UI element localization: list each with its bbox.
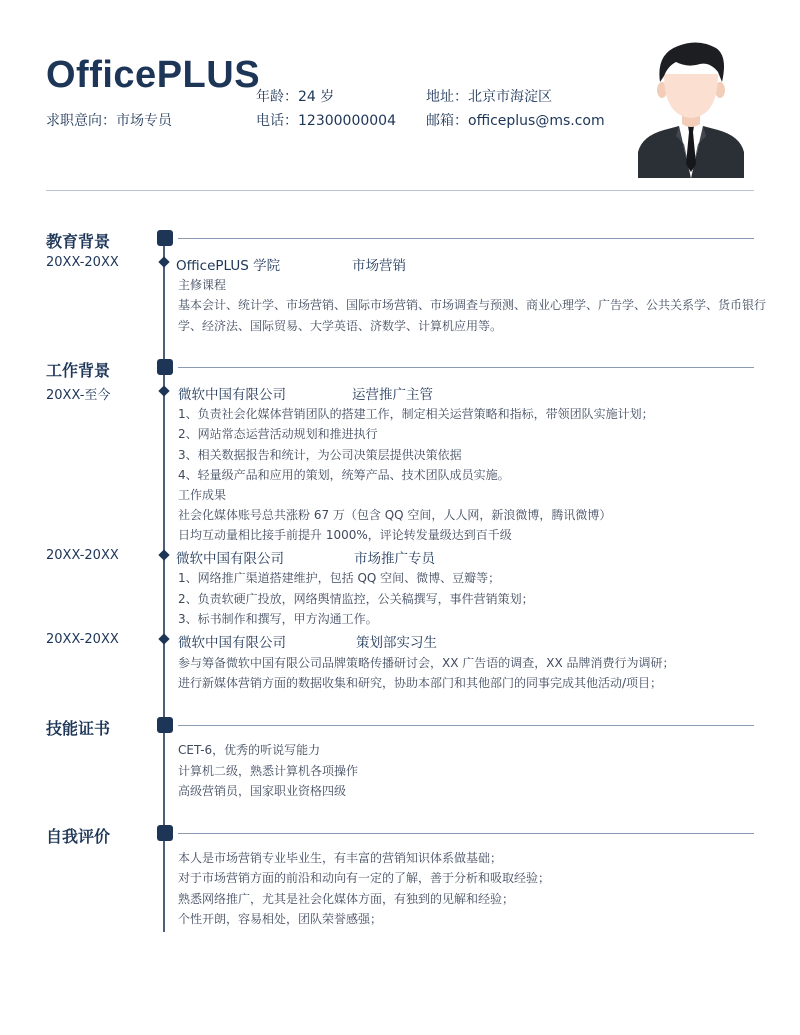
section-title-self: 自我评价 — [46, 827, 111, 846]
section-marker — [157, 825, 173, 841]
entry-diamond-icon — [158, 385, 169, 396]
entry-diamond-icon — [158, 549, 169, 560]
major-name: 市场营销 — [352, 258, 406, 274]
section-title-skills: 技能证书 — [46, 719, 111, 738]
entry-diamond-icon — [158, 633, 169, 644]
job-line: 进行新媒体营销方面的数据收集和研究，协助本部门和其他部门的同事完成其他活动/项目； — [178, 676, 663, 690]
job-role: 策划部实习生 — [356, 635, 437, 651]
section-title-work: 工作背景 — [46, 361, 111, 380]
resume-name: OfficePLUS — [46, 54, 261, 96]
company-name: 微软中国有限公司 — [178, 387, 286, 403]
section-marker — [157, 230, 173, 246]
section-marker — [157, 717, 173, 733]
person-avatar-icon — [638, 40, 744, 178]
skill-line: 高级营销员，国家职业资格四级 — [178, 784, 347, 798]
entry-diamond-icon — [158, 256, 169, 267]
section-divider — [178, 238, 754, 239]
section-divider — [178, 367, 754, 368]
job-role: 运营推广主管 — [352, 387, 433, 403]
education-line: 主修课程 — [178, 278, 227, 292]
section-divider — [178, 833, 754, 834]
section-divider — [178, 725, 754, 726]
job-role: 市场推广专员 — [354, 551, 435, 567]
education-line: 基本会计、统计学、市场营销、国际市场营销、市场调查与预测、商业心理学、广告学、公共关系学、货币银行 — [178, 298, 767, 312]
job-line: 参与筹备微软中国有限公司品牌策略传播研讨会，XX 广告语的调查，XX 品牌消费行为调研； — [178, 656, 675, 670]
job-line: 3、相关数据报告和统计，为公司决策层提供决策依据 — [178, 448, 462, 462]
job-date: 20XX-20XX — [46, 632, 119, 647]
self-line: 熟悉网络推广，尤其是社会化媒体方面，有独到的见解和经验； — [178, 892, 515, 906]
education-date: 20XX-20XX — [46, 255, 119, 270]
self-line: 对于市场营销方面的前沿和动向有一定的了解，善于分析和吸取经验； — [178, 871, 551, 885]
section-title-education: 教育背景 — [46, 232, 111, 251]
company-name: 微软中国有限公司 — [176, 551, 284, 567]
job-line: 日均互动量相比接手前提升 1000%，评论转发量级达到百千级 — [178, 528, 512, 542]
job-line: 社会化媒体账号总共涨粉 67 万（包含 QQ 空间，人人网，新浪微博，腾讯微博） — [178, 508, 612, 522]
job-line: 2、负责软硬广投放，网络舆情监控，公关稿撰写，事件营销策划； — [178, 592, 534, 606]
phone-field: 电话：12300000004 — [256, 113, 396, 129]
education-line: 学、经济法、国际贸易、大学英语、济数学、计算机应用等。 — [178, 319, 503, 333]
section-marker — [157, 359, 173, 375]
header-divider — [46, 190, 754, 191]
self-line: 个性开朗，容易相处，团队荣誉感强； — [178, 912, 383, 926]
job-line: 2、网站常态运营活动规划和推进执行 — [178, 427, 378, 441]
skill-line: CET-6，优秀的听说写能力 — [178, 743, 321, 757]
email-field: 邮箱：officeplus@ms.com — [426, 113, 605, 129]
job-line: 1、网络推广渠道搭建维护，包括 QQ 空间、微博、豆瓣等； — [178, 571, 501, 585]
job-line: 工作成果 — [178, 488, 227, 502]
job-date: 20XX-20XX — [46, 548, 119, 563]
job-objective: 求职意向：市场专员 — [46, 113, 172, 129]
skill-line: 计算机二级，熟悉计算机各项操作 — [178, 764, 359, 778]
job-line: 3、标书制作和撰写，甲方沟通工作。 — [178, 612, 378, 626]
school-name: OfficePLUS 学院 — [176, 258, 281, 274]
job-line: 1、负责社会化媒体营销团队的搭建工作，制定相关运营策略和指标，带领团队实施计划； — [178, 407, 654, 421]
age-field: 年龄：24 岁 — [256, 89, 335, 105]
job-line: 4、轻量级产品和应用的策划，统筹产品、技术团队成员实施。 — [178, 468, 510, 482]
address-field: 地址：北京市海淀区 — [426, 89, 552, 105]
job-date: 20XX-至今 — [46, 388, 111, 403]
self-line: 本人是市场营销专业毕业生，有丰富的营销知识体系做基础； — [178, 851, 503, 865]
company-name: 微软中国有限公司 — [178, 635, 286, 651]
